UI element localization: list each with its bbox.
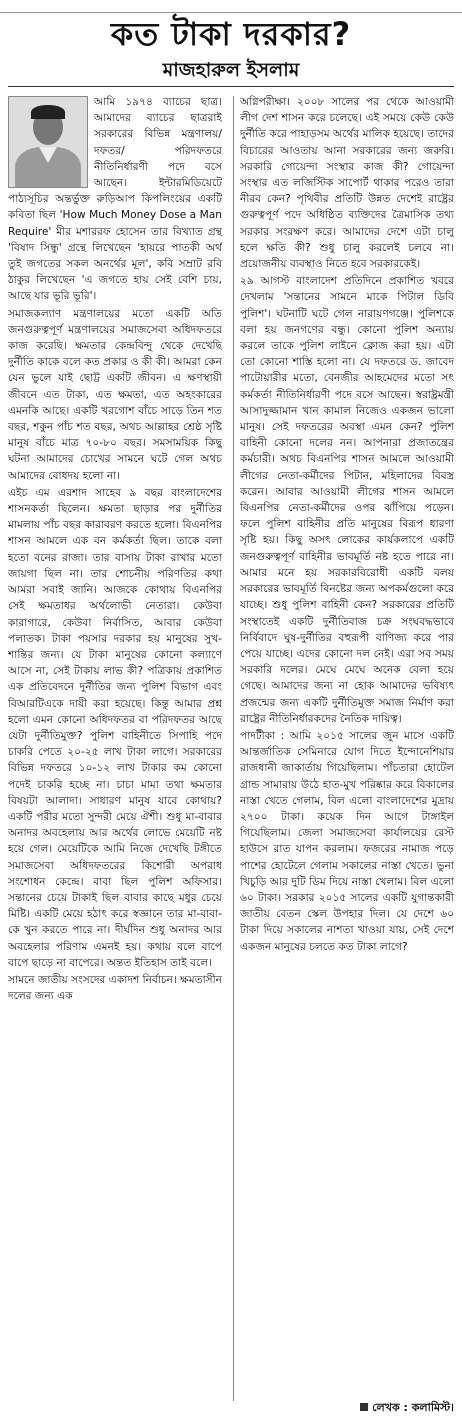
author-note-label: লেখক :	[372, 1401, 408, 1414]
title-rule	[8, 86, 454, 87]
paragraph: পাদটীকা : আমি ২০১৫ সালের জুন মাসে একটি আন্তর্জাতিক সেমিনারে যোগ দিতে ইন্দোনেশিয়ার রাজধানী জাকার্তায় গিয়েছিলাম। পাঁচতারা হোটেল গ্রান্ড সামারায় উঠে হাত-মুখ পরিষ্কার করে বিকালের নাস্তা খেতে গেলাম, বিল এলো বাংলাদেশের মুদ্রায় ২৭০০ টাকা। কয়েক দিন আগে টাঙ্গাইল গিয়েছিলাম। জেলা সমাজসেবা কার্যালয়ের রেস্ট হাউসে রাত যাপন করলাম। ফজরের নামাজ পড়ে পাশের হোটেলে গেলাম সকালের নাস্তা খেতে। ভুনা খিচুড়ি আর দুটি ডিম দিয়ে নাস্তা খেলাম। বিল এলো ৬০ টাকা। সরকার ২০১৫ সালের একটি যুগান্তকারী জাতীয় বেতন স্কেল উপহার দিল। যে দেশে ৬০ টাকা দিয়ে সকালের নাশতা খাওয়া যায়, সেই দেশে একজন মানুষের চলতে কত টাকা লাগে?	[240, 729, 454, 953]
column-left	[8, 94, 222, 1396]
article-title: কত টাকা দরকার?	[110, 15, 352, 53]
author-note-value: কলামিস্ট।	[411, 1401, 454, 1414]
paragraph: ২৯ আগস্ট বাংলাদেশ প্রতিদিনে প্রকাশিত খবরে দেখলাম 'সন্তানের সামনে মাকে পিটাল ডিবি পুলিশ'। ঘটনাটি ঘটে গেল নারায়ণগঞ্জে। পুলিশকে বলা হয় জনগণের বন্ধু। কোনো পুলিশ অন্যায় করলে তাকে পুলিশ লাইনে ক্লোজ করা হয়। এটা তো কোনো শাস্তি হলো না। যে দফতরে ড. জাবেদ পাটোয়ারীর মতো, বেনজীর আহমেদের মতো সৎ কর্মকর্তা নীতিনির্ধারণী পদে বসে আছেন। স্বরাষ্ট্রমন্ত্রী আসাদুজ্জামান খান কামাল নিজেও একজন ভালো মানুষ। সেই দফতরের অবস্থা এমন কেন? পুলিশ বাহিনী কোনো দলের নন। আপনারা প্রজাতন্ত্রের কর্মচারী। অথচ বিএনপির শাসন আমলে আওয়ামী লীগের নেতা-কর্মীদের পিটান, মহিলাদের বিবস্ত্র করেন। আবার আওয়ামী লীগের শাসন আমলে বিএনপির নেতা-কর্মীদের ওপর ঝাঁপিয়ে পড়েন। ফলে পুলিশ বাহিনীর প্রতি মানুষের বিরূপ ধারণা সৃষ্টি হয়। কিছু অসৎ লোকের কার্যকলাপে একটি জনগুরুত্বপূর্ণ বাহিনীর ভাবমূর্তি নষ্ট হতে পারে না। আমার মনে হয় সরকারবিরোধী একটি বলয় সরকারের ভাবমূর্তি বিনষ্টের জন্য অপকর্মগুলো করে যাচ্ছে। শুধু পুলিশ বাহিনী কেন? সরকারের প্রতিটি সংস্থাতেই একটি দুর্নীতিবাজ চক্র সংঘবদ্ধভাবে নির্বিবাদে ঘুষ-দুর্নীতির বহুরূপী বাণিজ্য করে পার পেয়ে যাচ্ছে। এদের কোনো দল নেই। এরা সব সময় সরকারি দলের। মেঘে মেঘে অনেক বেলা হয়ে গেছে। আমাদের জন্য না হোক আমাদের ভবিষ্যৎ প্রজন্মের জন্য একটি দুর্নীতিমুক্ত সমাজ নির্মাণ করা রাষ্ট্রের নীতিনির্ধারকদের নৈতিক দায়িত্ব।	[240, 275, 454, 725]
page-header-strip	[0, 0, 462, 13]
paragraph: এইচ এম এরশাদ সাহেব ৯ বছর বাংলাদেশের শাসনকর্তা ছিলেন। ক্ষমতা ছাড়ার পর দুর্নীতির মামলায় পাঁচ বছর কারাবরণ করতে হলো। বিএনপির শাসন আমলে এক বন কর্মকর্তা ছিল। তাকে বলা হতো বনের রাজা। তার বাসায় টাকা রাখার মতো জায়গা ছিল না। তার শোচনীয় পরিণতির কথা আমরা সবাই জানি। আজকে কোথায় বিএনপির সেই ক্ষমতাধর অর্থলোভী নেতারা। কেউবা কারাগারে, কেউবা নির্বাসিত, আবার কেউবা পলাতক। টাকা পয়সার দরকার হয় মানুষের সুখ-শান্তির জন্য। যে টাকা মানুষের কোনো কল্যাণে আসে না, সেই টাকায় লাভ কী? পত্রিকায় প্রকাশিত এক প্রতিবেদনে দুর্নীতির জন্য পুলিশ বিভাগ এবং বিআরটিএকে দায়ী করা হয়েছে। কিন্তু আমার প্রশ্ন হলো এমন কোনো অধিদফতর বা পরিদফতর আছে যেটা দুর্নীতিমুক্ত? পুলিশ বাহিনীতে সিপাহি পদে চাকরি পেতে ২০-২৫ লাখ টাকা লাগে। সরকারের বিভিন্ন দফতরে ১০-১২ লাখ টাকার কম কোনো পদেই চাকরি হচ্ছে না। চাচা মামা তথা ক্ষমতার বিষয়টা আলাদা। সাধারণ মানুষ যাবে কোথায়? একটি পরীর মতো সুন্দরী মেয়ে ঐশী। শুধু মা-বাবার অনাদর অবহেলায় আর অর্থের লোভে মেয়েটি নষ্ট হয়ে গেল। মেয়েটিকে আমি নিজে দেখেছি টঙ্গীতে সমাজসেবা অধিদফতরের কিশোরী অপরাধ সংশোধন কেন্দ্রে। বাবা ছিল পুলিশ অফিসার। সন্তানের চেয়ে টাকাই ছিল বাবার কাছে মধুর চেয়ে মিষ্টি। একটি মেয়ে হঠাৎ করে স্বজ্ঞানে তার মা-বাবা-কে খুন করতে পারে না। দীর্ঘদিন শুধু অনাদর আর অবহেলার পরিণাম এমনই হয়। কথায় বলে বাপে বাপে ছাড়ে না বাপেরে। অন্তত ইতিহাস তাই বলে।	[8, 486, 222, 969]
square-bullet-icon	[360, 1403, 368, 1411]
author-photo	[8, 96, 88, 188]
paragraph: আমি ১৯৭৪ ব্যাচের ছাত্র। আমাদের ব্যাচের ছাত্ররাই সরকারের বিভিন্ন মন্ত্রণালয়/ দফতর/ পরিদফতরে নীতিনির্ধারণী পদে বসে আছেন। ইন্টারমিডিয়েটে পাঠ্যসূচির অন্তর্ভুক্ত রুড়িআপ কিপলিংয়ের একটি কবিতা ছিল 'How Much Money Dose a Man Require' মীর মশাররফ হোসেন তার বিখ্যাত গ্রন্থ 'বিষাদ সিন্ধু' গ্রন্থে লিখেছেন 'হায়রে পাতকী অর্থ তুই জগতের সকল অনর্থের মূল', কবি সম্রাট রবি ঠাকুর লিখেছেন 'এ জগতে হায় সেই বেশি চায়, আছে যার ভূরি ভূরি'।	[8, 96, 222, 303]
column-right	[240, 94, 454, 1396]
paragraph: সমাজকল্যাণ মন্ত্রণালয়ের মতো একটি অতি জনগুরুত্বপূর্ণ মন্ত্রণালয়ের সমাজসেবা অধিদফতরে কাজ করেছি। ক্ষমতার কেন্দ্রবিন্দু থেকে দেখেছি দুর্নীতি কাকে বলে কত প্রকার ও কী কী। আমরা কেন যেন ভুলে যাই ছোট্ট একটি জীবন। এ ক্ষণস্থায়ী জীবনে এত টাকা, এত ক্ষমতা, এত অহংকারের এমনকি আছে। একটি খরগোশ বাঁচে সাড়ে তিন শত বছর, শকুন পাঁচ শত বছর, অথচ আল্লাহর শ্রেষ্ঠ সৃষ্টি মানুষ বাঁচে মাত্র ৭০-৮০ বছর। সমসাময়িক কিছু ঘটনা আমাদের চোখের সামনে ঘটে গেল অথচ আমাদের বোধদয় হলো না।	[8, 307, 222, 482]
paragraph: অগ্নিপরীক্ষা। ২০০৮ সালের পর থেকে আওয়ামী লীগ দেশ শাসন করে চলেছে। এই সময়ে কেউ কেউ দুর্নীতি করে পাহাড়সম অর্থের মালিক হয়েছে। তাদের বিচারের আওতায় আনা সরকারের জন্য জরুরি। সরকারি গোয়েন্দা সংস্থার কাজ কী? গোয়েন্দা সংস্থার এত লজিস্টিক সাপোর্ট থাকার পরেও তারা নীরব কেন? পৃথিবীর প্রতিটি উন্নত দেশেই রাষ্ট্রের গুরুত্বপূর্ণ পদে অধিষ্ঠিত ব্যক্তিদের ত্রৈমাসিক তথ্য সরকার সংরক্ষণ করে। আমাদের দেশে এটা চালু হলে ক্ষতি কী? শুধু চালু করলেই চলবে না। প্রয়োজনীয় ব্যবস্থাও নিতে হবে সরকারকেই।	[240, 96, 454, 271]
paragraph: সামনে জাতীয় সংসদের একাদশ নির্বাচন। ক্ষমতাসীন দলের জন্য এক	[8, 973, 222, 1003]
author-byline: মাজহারুল ইসলাম	[162, 59, 300, 81]
author-note	[240, 1400, 454, 1416]
column-divider	[233, 96, 234, 1401]
